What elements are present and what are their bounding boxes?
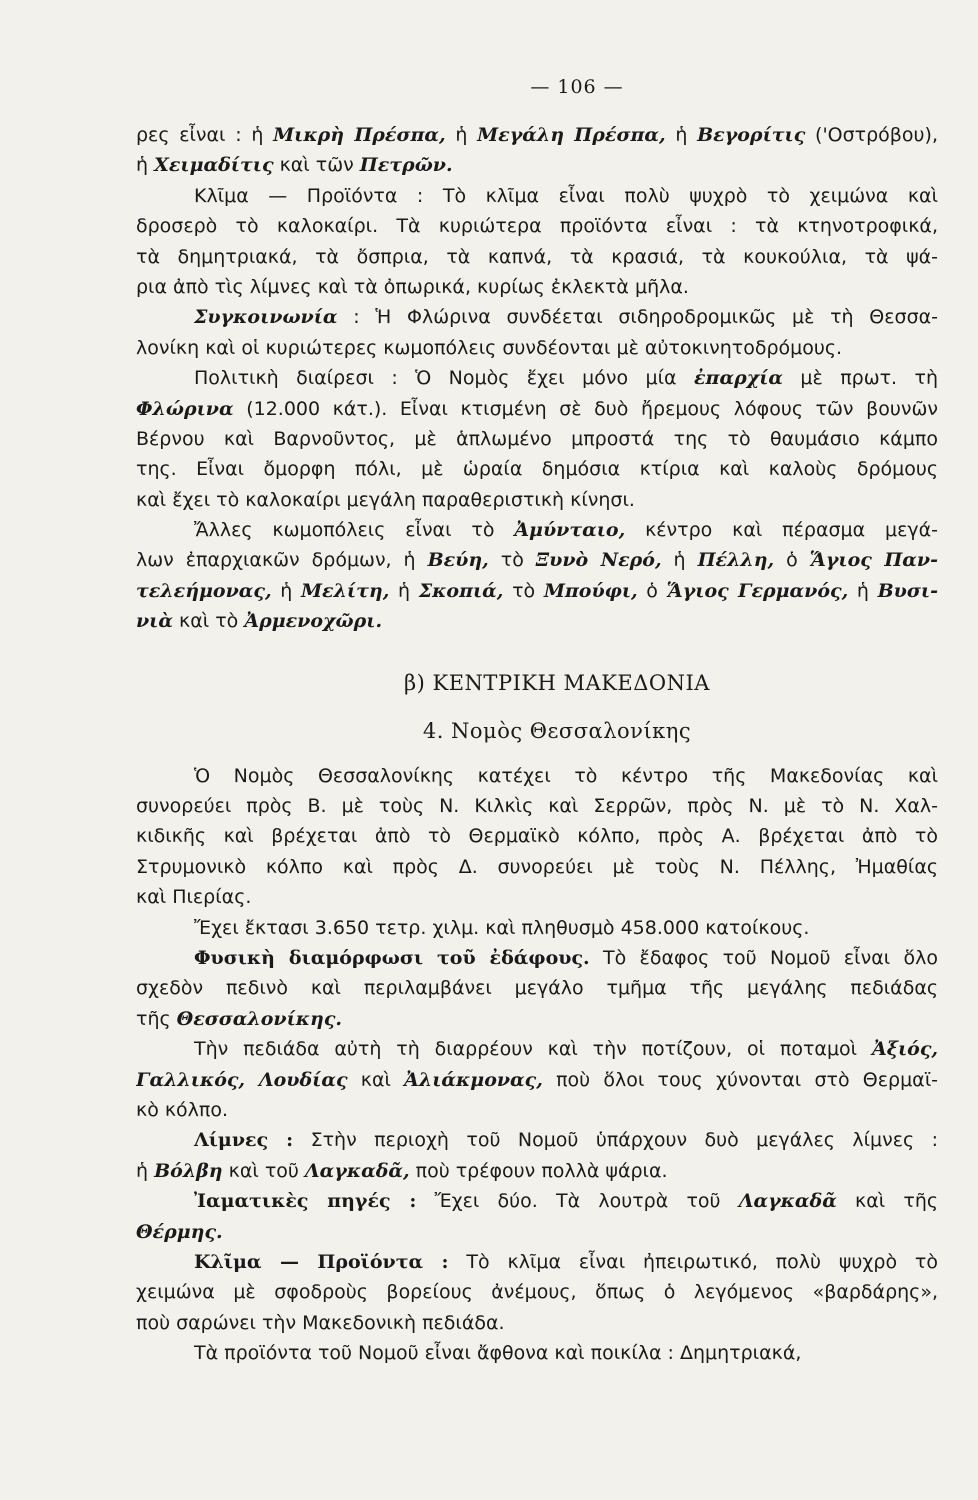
- text-span: καὶ τὸ: [173, 610, 245, 633]
- emphasized-text: Λαγκαδᾶ: [738, 1190, 837, 1213]
- text-line: [136, 1247, 938, 1277]
- text-span: Βέρνου καὶ Βαρνοῦντος, μὲ ἁπλωμένο μπροστά της τὸ θαυμάσιο κάμπο: [136, 427, 938, 450]
- emphasized-text: Βόλβη: [154, 1159, 223, 1182]
- text-span: ποὺ σαρώνει τὴν Μακεδονικὴ πεδιάδα.: [136, 1311, 505, 1334]
- text-span: ('Οστρόβου),: [805, 124, 938, 146]
- emphasized-text: Ξυνὸ Νερό,: [535, 549, 662, 572]
- emphasized-text: τελεήμονας,: [136, 579, 272, 602]
- text-span: Τὸ κλῖμα εἶναι ἠπειρωτικό, πολὺ ψυχρὸ τὸ: [448, 1250, 938, 1273]
- text-span: συνορεύει πρὸς Β. μὲ τοὺς Ν. Κιλκὶς καὶ Σερρῶν, πρὸς Ν. μὲ τὸ Ν. Χαλ-: [136, 795, 938, 818]
- emphasized-text: Βεγορίτις: [697, 124, 806, 146]
- text-span: τὸ: [503, 579, 544, 602]
- text-line: [136, 1125, 938, 1155]
- text-line: [136, 1065, 938, 1095]
- text-span: κέντρο καὶ πέρασμα μεγά-: [625, 519, 938, 542]
- emphasized-text: Κλῖμα — Προϊόντα :: [194, 1250, 449, 1273]
- text-span: Ἄλλες κωμοπόλεις εἶναι τὸ: [194, 519, 515, 542]
- text-span: χειμώνα μὲ σφοδροὺς βορείους ἀνέμους, ὅπως ὁ λεγόμενος «βαρδάρης»,: [136, 1281, 938, 1304]
- text-line: [136, 606, 938, 636]
- text-span: καὶ τῶν: [273, 154, 360, 177]
- text-line: [136, 943, 938, 973]
- text-span: καὶ τοῦ: [222, 1159, 305, 1182]
- text-span: ποὺ τρέφουν πολλὰ ψάρια.: [409, 1159, 668, 1182]
- text-span: (12.000 κάτ.). Εἶναι κτισμένη σὲ δυὸ ἤρεμους λόφους τῶν βουνῶν: [233, 397, 938, 420]
- text-line: [136, 852, 938, 882]
- text-line: [136, 1308, 938, 1338]
- emphasized-text: Φλώρινα: [136, 397, 234, 420]
- paragraph: [136, 302, 938, 363]
- text-span: Τὴν πεδιάδα αὐτὴ τὴ διαρρέουν καὶ τὴν ποτίζουν, οἱ ποταμοὶ: [194, 1038, 872, 1061]
- text-line: [136, 1186, 938, 1216]
- text-span: της. Εἶναι ὄμορφη πόλι, μὲ ὡραία δημόσια κτίρια καὶ καλοὺς δρόμους: [136, 458, 938, 481]
- text-line: [136, 302, 938, 332]
- emphasized-text: Ἰαματικὲς πηγές :: [194, 1190, 417, 1213]
- text-span: λων ἐπαρχιακῶν δρόμων, ἡ: [136, 549, 428, 572]
- text-span: ἡ: [389, 579, 419, 602]
- text-line: [136, 211, 938, 241]
- text-span: Πολιτικὴ διαίρεσι : Ὁ Νομὸς ἔχει μόνο μία: [194, 367, 694, 390]
- text-line: [136, 1034, 938, 1064]
- paragraph: [136, 1034, 938, 1125]
- text-span: : Ἡ Φλώρινα συνδέεται σιδηροδρομικῶς μὲ τὴ Θεσσα-: [337, 306, 938, 329]
- emphasized-text: Ἀμύνταιο,: [514, 519, 626, 542]
- paragraph: [136, 515, 938, 637]
- emphasized-text: Θέρμης.: [136, 1220, 223, 1243]
- emphasized-text: Συγκοινωνία: [194, 306, 338, 329]
- text-span: Στρυμονικὸ κόλπο καὶ πρὸς Δ. συνορεύει μὲ τοὺς Ν. Πέλλης, Ἠμαθίας: [136, 855, 938, 878]
- text-line: [136, 242, 938, 272]
- paragraph: [136, 1186, 938, 1247]
- paragraph: [136, 1338, 938, 1368]
- text-span: καὶ Πιερίας.: [136, 886, 252, 909]
- emphasized-text: Γαλλικός, Λουδίας: [136, 1068, 348, 1091]
- text-span: κιδικῆς καὶ βρέχεται ἀπὸ τὸ Θερμαϊκὸ κόλπο, πρὸς Α. βρέχεται ἀπὸ τὸ: [136, 825, 938, 848]
- text-line: [136, 1095, 938, 1125]
- text-span: τῆς: [136, 1007, 177, 1030]
- text-span: ἡ: [445, 124, 478, 146]
- text-line: [136, 545, 938, 575]
- text-line: [136, 363, 938, 393]
- text-line: [136, 576, 938, 606]
- text-line: [136, 424, 938, 454]
- emphasized-text: Βεύη,: [427, 549, 489, 572]
- text-span: ποὺ ὅλοι τους χύνονται στὸ Θερμαϊ-: [542, 1068, 938, 1091]
- emphasized-text: Ἅγιος Γερμανός,: [666, 579, 849, 602]
- emphasized-text: Πετρῶν.: [359, 154, 453, 177]
- paragraph: [136, 120, 938, 181]
- text-span: Τὸ ἔδαφος τοῦ Νομοῦ εἶναι ὅλο: [589, 946, 938, 969]
- text-span: Ἔχει ἔκτασι 3.650 τετρ. χιλμ. καὶ πληθυσμὸ 458.000 κατοίκους.: [194, 916, 810, 939]
- text-line: [136, 882, 938, 912]
- emphasized-text: Θεσσαλονίκης.: [176, 1007, 343, 1030]
- paragraph: [136, 913, 938, 943]
- emphasized-text: Σκοπιά,: [418, 579, 504, 602]
- emphasized-text: Πέλλη,: [697, 549, 775, 572]
- emphasized-text: νιὰ: [136, 610, 173, 633]
- text-line: [136, 1156, 938, 1186]
- text-line: [136, 150, 938, 180]
- emphasized-text: Βυσι-: [877, 579, 938, 602]
- section-heading: β) ΚΕΝΤΡΙΚΗ ΜΑΚΕΔΟΝΙΑ: [404, 670, 710, 695]
- paragraph: [136, 943, 938, 1034]
- emphasized-text: Ἀλιάκμονας,: [404, 1068, 543, 1091]
- text-span: Κλῖμα — Προϊόντα : Τὸ κλῖμα εἶναι πολὺ ψυχρὸ τὸ χειμώνα καὶ: [194, 184, 938, 207]
- text-span: καὶ ἔχει τὸ καλοκαίρι μεγάλη παραθεριστικὴ κίνησι.: [136, 488, 635, 511]
- text-span: ἡ: [661, 549, 698, 572]
- text-span: καὶ τῆς: [836, 1190, 938, 1213]
- paragraph: [136, 761, 938, 913]
- text-line: [136, 821, 938, 851]
- text-line: [136, 181, 938, 211]
- text-span: ἡ: [136, 1159, 155, 1182]
- text-line: [136, 485, 938, 515]
- text-span: ἡ: [271, 579, 301, 602]
- text-line: [136, 973, 938, 1003]
- emphasized-text: Μεγάλη Πρέσπα,: [477, 124, 666, 146]
- subsection-heading: 4. Νομὸς Θεσσαλονίκης: [422, 718, 692, 743]
- text-line: [136, 515, 938, 545]
- text-line: [136, 791, 938, 821]
- emphasized-text: Μελίτη,: [301, 579, 390, 602]
- text-span: τὰ δημητριακά, τὰ ὄσπρια, τὰ καπνά, τὰ κρασιά, τὰ κουκούλια, τὰ ψά-: [136, 245, 938, 268]
- emphasized-text: Λαγκαδᾶ,: [304, 1159, 410, 1182]
- text-line: [136, 1217, 938, 1247]
- text-line: [136, 761, 938, 791]
- text-line: [136, 333, 938, 363]
- text-line: [136, 913, 938, 943]
- text-line: [136, 1277, 938, 1307]
- text-span: δροσερὸ τὸ καλοκαίρι. Τὰ κυριώτερα προϊόντα εἶναι : τὰ κτηνοτροφικά,: [136, 215, 938, 238]
- text-line: [136, 454, 938, 484]
- text-span: ὁ: [637, 579, 667, 602]
- text-span: μὲ πρωτ. τὴ: [783, 367, 938, 390]
- emphasized-text: Μπούφι,: [543, 579, 638, 602]
- text-span: Τὰ προϊόντα τοῦ Νομοῦ εἶναι ἄφθονα καὶ ποικίλα : Δημητριακά,: [194, 1342, 802, 1365]
- emphasized-text: Ἀξιός,: [871, 1038, 938, 1061]
- text-line: [136, 120, 938, 150]
- text-span: Ὁ Νομὸς Θεσσαλονίκης κατέχει τὸ κέντρο τῆς Μακεδονίας καὶ: [194, 764, 938, 787]
- text-span: ὁ: [774, 549, 810, 572]
- text-span: ἡ: [136, 154, 155, 177]
- text-span: ρες εἶναι : ἡ: [136, 124, 274, 146]
- emphasized-text: Χειμαδίτις: [154, 154, 274, 177]
- emphasized-text: Μικρὴ Πρέσπα,: [273, 124, 446, 146]
- text-line: [136, 1004, 938, 1034]
- paragraph: [136, 1125, 938, 1186]
- text-span: κὸ κόλπο.: [136, 1098, 229, 1121]
- text-span: ἡ: [848, 579, 878, 602]
- emphasized-text: Λίμνες :: [194, 1129, 294, 1152]
- emphasized-text: Ἅγιος Παν-: [809, 549, 938, 572]
- text-span: ρια ἀπὸ τὶς λίμνες καὶ τὰ ὀπωρικά, κυρίως ἐκλεκτὰ μῆλα.: [136, 275, 689, 298]
- page-number: — 106 —: [530, 76, 624, 98]
- paragraph: [136, 1247, 938, 1338]
- text-span: Στὴν περιοχὴ τοῦ Νομοῦ ὑπάρχουν δυὸ μεγάλες λίμνες :: [293, 1129, 938, 1152]
- paragraph: [136, 181, 938, 303]
- text-line: [136, 272, 938, 302]
- text-span: λονίκη καὶ οἱ κυριώτερες κωμοπόλεις συνδέονται μὲ αὐτοκινητοδρόμους.: [136, 336, 843, 359]
- emphasized-text: ἐπαρχία: [693, 367, 784, 390]
- paragraph: [136, 363, 938, 515]
- text-span: Ἔχει δύο. Τὰ λουτρὰ τοῦ: [416, 1190, 739, 1213]
- text-span: σχεδὸν πεδινὸ καὶ περιλαμβάνει μεγάλο τμῆμα τῆς μεγάλης πεδιάδας: [136, 977, 938, 1000]
- emphasized-text: Ἀρμενοχῶρι.: [244, 610, 383, 633]
- text-line: [136, 1338, 938, 1368]
- emphasized-text: Φυσικὴ διαμόρφωσι τοῦ ἐδάφους.: [194, 946, 590, 969]
- text-span: καὶ: [347, 1068, 405, 1091]
- text-span: ἡ: [665, 124, 698, 146]
- text-line: [136, 394, 938, 424]
- text-span: τὸ: [488, 549, 536, 572]
